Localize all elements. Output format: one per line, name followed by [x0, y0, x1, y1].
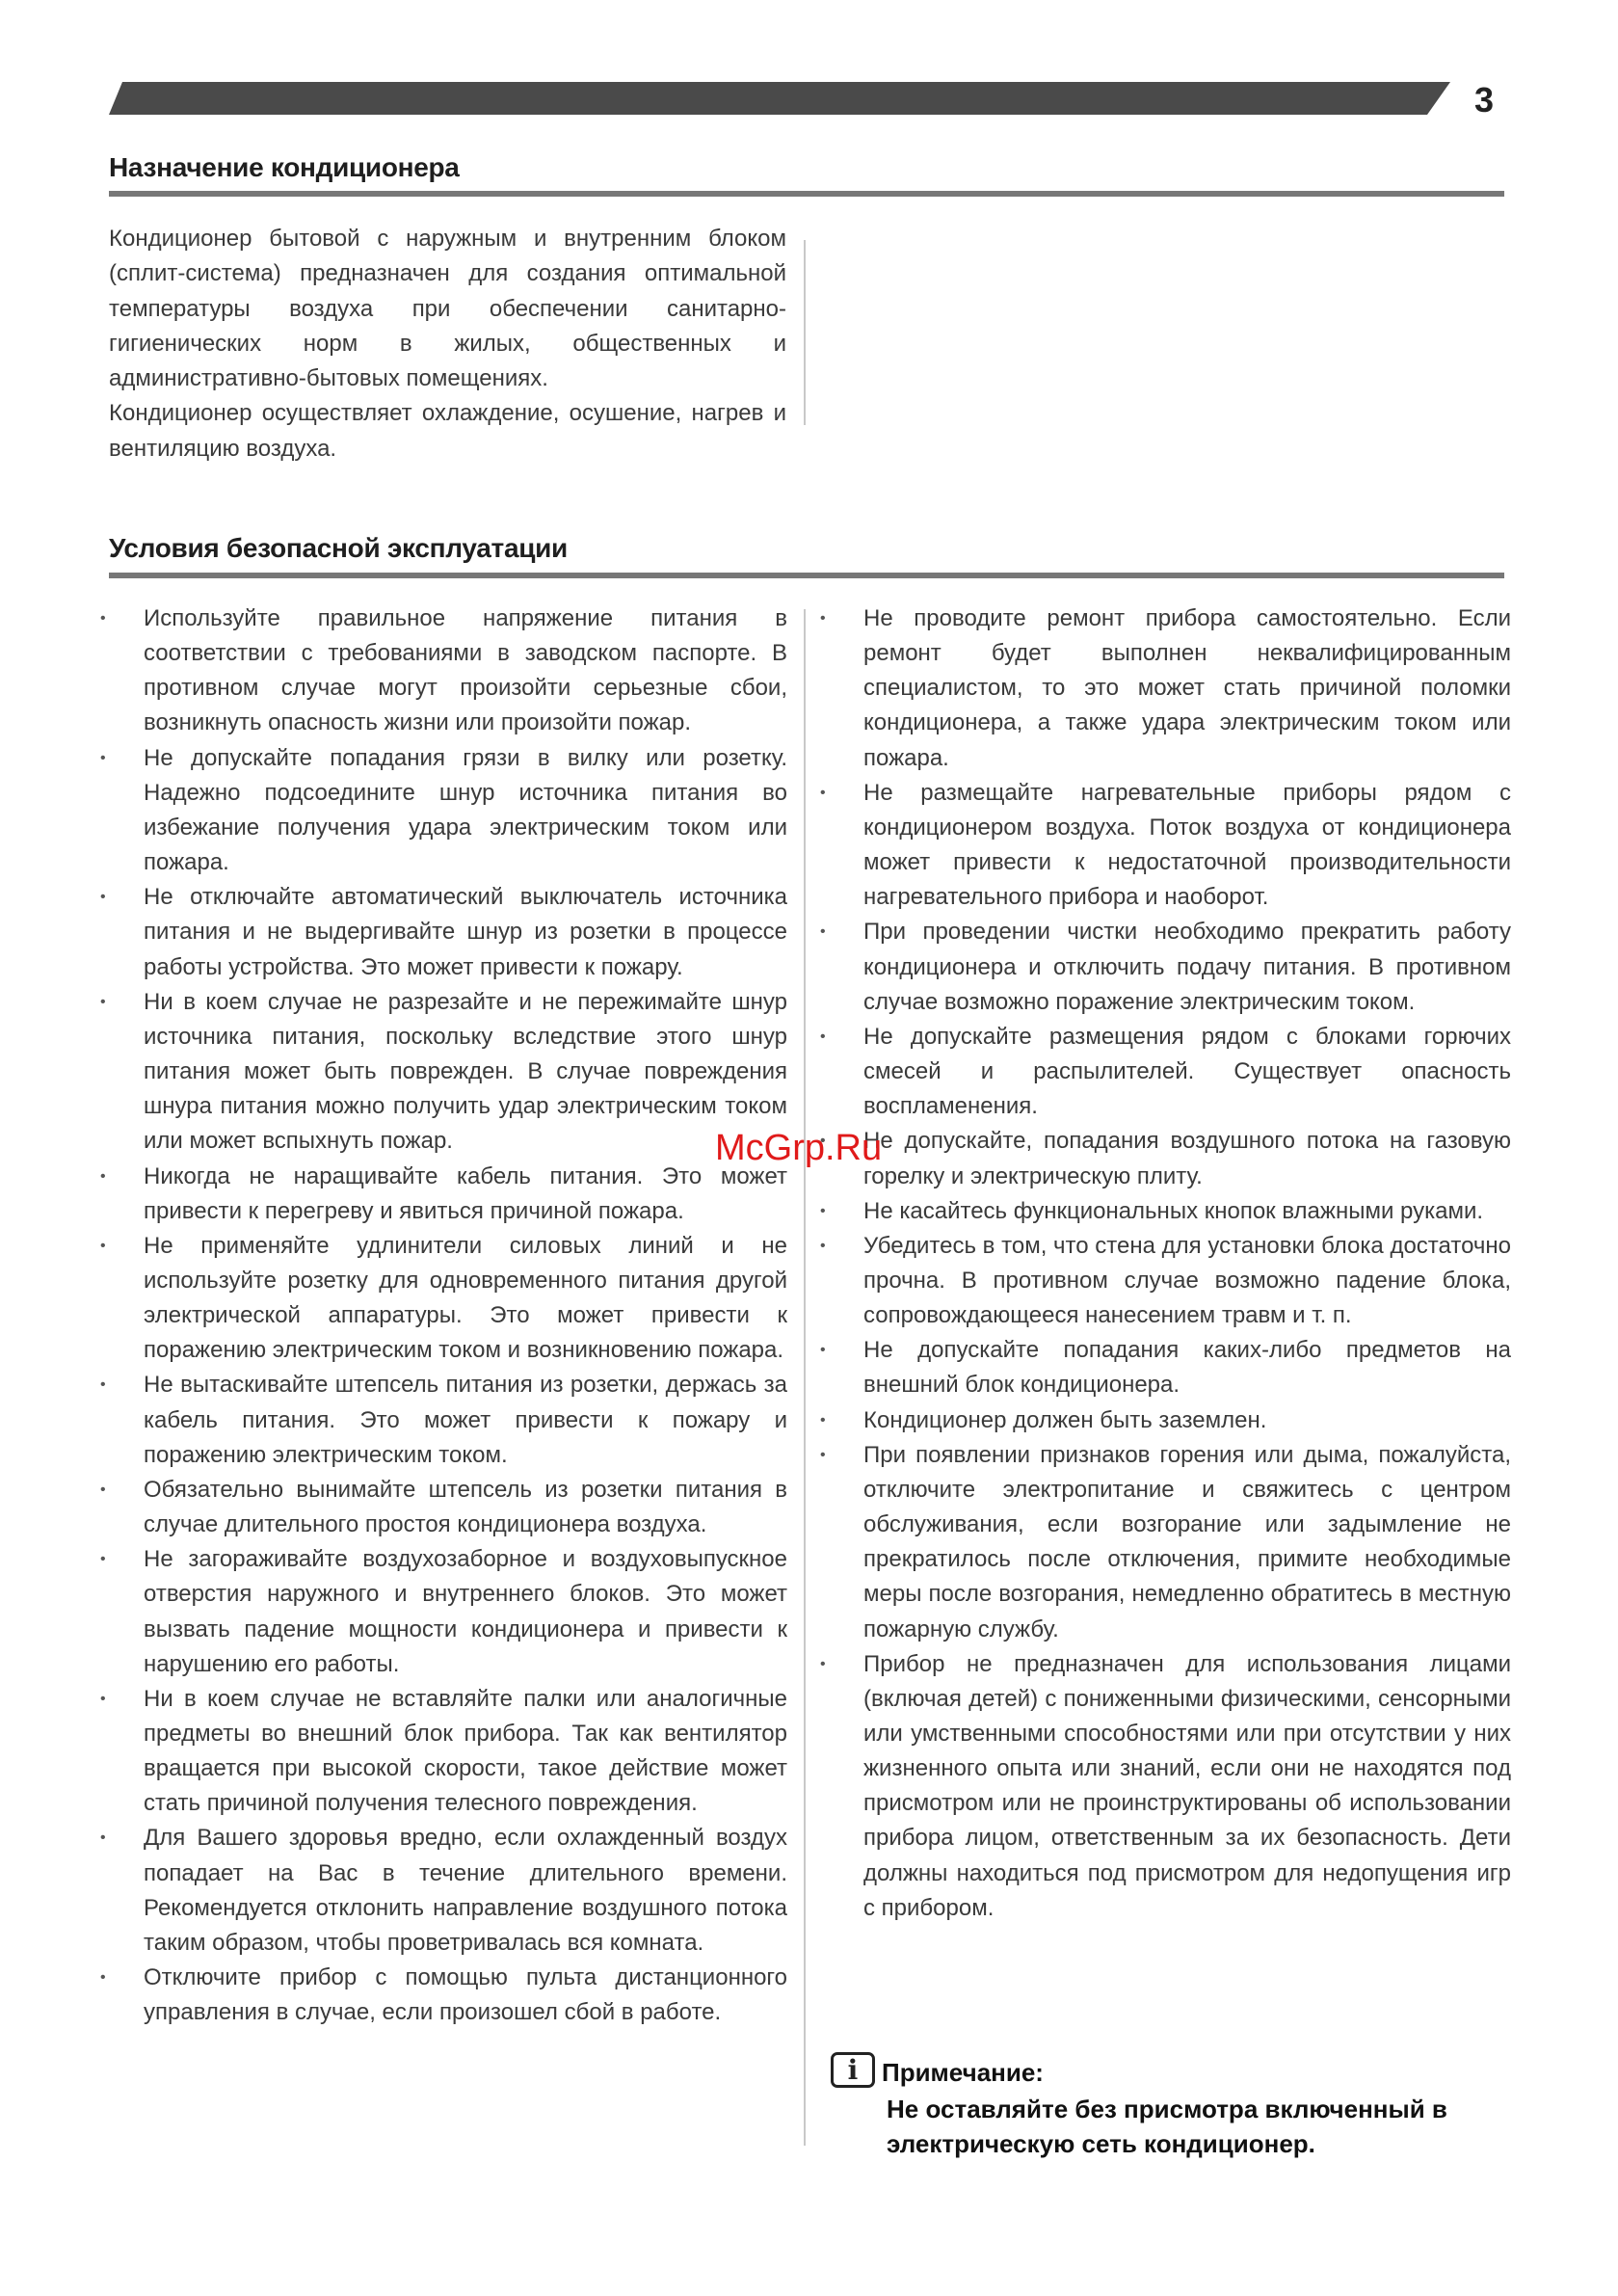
note-title: Примечание: [882, 2058, 1044, 2087]
column-divider [804, 240, 806, 425]
list-item: • Ни в коем случае не вставляйте палки или аналогичные предметы во внешний блок прибора. Так как вентилятор вращается при высокой скорости, такое действие может стать причиной получения телесного повреждения. [99, 1682, 787, 1822]
list-item: • Ни в коем случае не разрезайте и не пережимайте шнур источника питания, поскольку вследствие этого шнур питания может быть поврежден. В случае повреждения шнура питания можно получить удар электрическим током или может вспыхнуть пожар. [99, 985, 787, 1160]
list-item: • Не проводите ремонт прибора самостоятельно. Если ремонт будет выполнен неквалифицированным специалистом, то это может стать причиной поломки кондиционера, а также удара электрическим током или пожара. [819, 601, 1511, 776]
list-item: • При появлении признаков горения или дыма, пожалуйста, отключите электропитание и свяжитесь с центром обслуживания, если возгорание или задымление не прекратилось после отключения, примите необходимые меры после возгорания, немедленно обратитесь в местную пожарную службу. [819, 1438, 1511, 1647]
list-item: • Не загораживайте воздухозаборное и воздуховыпускное отверстия наружного и внутреннего блоков. Это может вызвать падение мощности кондиционера и привести к нарушению его работы. [99, 1542, 787, 1682]
list-item: • Не допускайте попадания каких-либо предметов на внешний блок кондиционера. [819, 1333, 1511, 1402]
list-item: • При проведении чистки необходимо прекратить работу кондиционера и отключить подачу питания. В противном случае возможно поражение электрическим током. [819, 915, 1511, 1019]
list-item: • Отключите прибор с помощью пульта дистанционного управления в случае, если произошел сбой в работе. [99, 1961, 787, 2030]
list-item: • Не отключайте автоматический выключатель источника питания и не выдергивайте шнур из розетки в процессе работы устройства. Это может привести к пожару. [99, 880, 787, 984]
header-bar [109, 82, 1450, 115]
list-item: • Не допускайте размещения рядом с блоками горючих смесей и распылителей. Существует опасность воспламенения. [819, 1020, 1511, 1124]
list-item: • Не применяйте удлинители силовых линий и не используйте розетку для одновременного питания другой электрической аппаратуры. Это может привести к поражению электрическим током и возникновению пожара. [99, 1229, 787, 1369]
safety-list-left [99, 601, 787, 2030]
purpose-text [109, 222, 786, 467]
section-title-safety: Условия безопасной эксплуатации [109, 533, 568, 563]
list-item: • Прибор не предназначен для использования лицами (включая детей) с пониженными физическими, сенсорными или умственными способностями или при отсутствии у них жизненного опыта или знаний, если они не находятся под присмотром или не проинструктированы об использовании прибора лицом, ответственным за их безопасность. Дети должны находиться под присмотром для недопущения игр с прибором. [819, 1647, 1511, 1926]
list-item: • Не размещайте нагревательные приборы рядом с кондиционером воздуха. Поток воздуха от кондиционера может привести к недостаточной производительности нагревательного прибора и наоборот. [819, 776, 1511, 916]
list-item: • Кондиционер должен быть заземлен. [819, 1403, 1511, 1438]
note-text: Не оставляйте без присмотра включенный в электрическую сеть кондиционер. [887, 2095, 1447, 2158]
section-rule [109, 191, 1504, 197]
list-item: • Никогда не наращивайте кабель питания. Это может привести к перегреву и явиться причиной пожара. [99, 1160, 787, 1229]
list-item: • Обязательно вынимайте штепсель из розетки питания в случае длительного простоя кондиционера воздуха. [99, 1473, 787, 1542]
purpose-paragraph: Кондиционер бытовой с наружным и внутренним блоком (сплит-система) предназначен для создания оптимальной температуры воздуха при обеспечении санитарно-гигиенических норм в жилых, общественных и административно-бытовых помещениях. [109, 226, 786, 392]
info-icon: i [831, 2052, 875, 2088]
list-item: • Не допускайте попадания грязи в вилку или розетку. Надежно подсоедините шнур источника питания во избежание получения удара электрическим током или пожара. [99, 741, 787, 881]
page-number: 3 [1474, 80, 1495, 120]
purpose-paragraph: Кондиционер осуществляет охлаждение, осушение, нагрев и вентиляцию воздуха. [109, 400, 786, 462]
list-item: • Убедитесь в том, что стена для установки блока достаточно прочна. В противном случае возможно падение блока, сопровождающееся нанесением травм и т. п. [819, 1229, 1511, 1333]
column-divider [804, 609, 806, 2146]
list-item: • Не вытаскивайте штепсель питания из розетки, держась за кабель питания. Это может привести к пожару и поражению электрическим током. [99, 1368, 787, 1472]
list-item: • Не касайтесь функциональных кнопок влажными руками. [819, 1194, 1511, 1229]
section-rule [109, 573, 1504, 578]
section-title-purpose: Назначение кондиционера [109, 152, 460, 182]
safety-list-right [819, 601, 1511, 1926]
watermark: McGrp.Ru [715, 1128, 883, 1168]
list-item: • Для Вашего здоровья вредно, если охлажденный воздух попадает на Вас в течение длительного времени. Рекомендуется отклонить направление воздушного потока таким образом, чтобы проветривалась вся комната. [99, 1821, 787, 1961]
list-item: • Не допускайте, попадания воздушного потока на газовую горелку и электрическую плиту. [819, 1124, 1511, 1193]
list-item: • Используйте правильное напряжение питания в соответствии с требованиями в заводском паспорте. В противном случае могут произойти серьезные сбои, возникнуть опасность жизни или произойти пожар. [99, 601, 787, 741]
